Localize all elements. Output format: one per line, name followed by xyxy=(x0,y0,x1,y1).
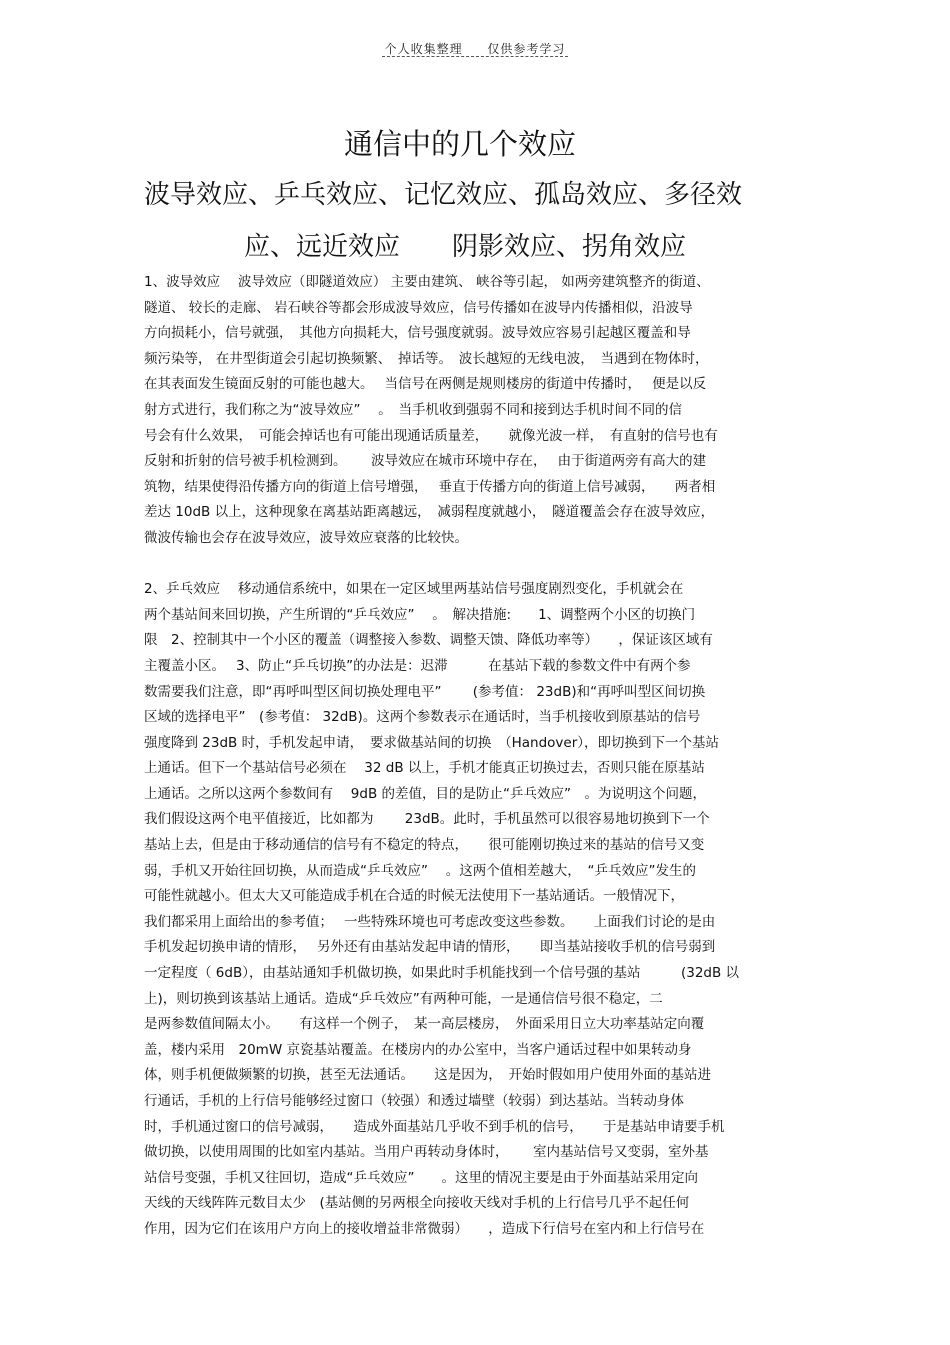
paragraph-line: 站信号变强，手机又往回切，造成“乒乓效应” 。这里的情况主要是由于外面基站采用定向 xyxy=(144,1169,698,1186)
paragraph-line: 2、乒乓效应 移动通信系统中，如果在一定区域里两基站信号强度剧烈变化，手机就会在 xyxy=(144,581,684,598)
paragraph-line: 盖，楼内采用 20mW 京瓷基站覆盖。在楼房内的办公室中，当客户通话过程中如果转动身 xyxy=(144,1041,692,1058)
paragraph-line: 筑物，结果使得沿传播方向的街道上信号增强， 垂直于传播方向的街道上信号减弱， 两者相 xyxy=(144,478,716,495)
paragraph-line: 行通话，手机的上行信号能够经过窗口（较强）和透过墙壁（较弱）到达基站。当转动身体 xyxy=(144,1093,684,1109)
paragraph-line: 频污染等， 在井型街道会引起切换频繁、 掉话等。 波长越短的无线电波， 当遇到在物体时， xyxy=(144,350,709,367)
paragraph-line: 限 2、控制其中一个小区的覆盖（调整接入参数、调整天馈、降低功率等） ，保证该区域有 xyxy=(144,632,713,649)
header-right-text: 仅供参考学习 xyxy=(487,42,566,56)
paragraph-line: 主覆盖小区。 3、防止“乒乓切换”的办法是：迟滞 在基站下载的参数文件中有两个参 xyxy=(144,657,691,674)
paragraph-line: 我们都采用上面给出的参考值； 一些特殊环境也可考虑改变这些参数。 上面我们讨论的是由 xyxy=(144,913,716,930)
document-body xyxy=(144,270,814,1243)
paragraph-line: 手机发起切换申请的情形， 另外还有由基站发起申请的情形， 即当基站接收手机的信号弱到 xyxy=(144,939,716,956)
paragraph-line: 反射和折射的信号被手机检测到。 波导效应在城市环境中存在， 由于街道两旁有高大的建 xyxy=(144,453,707,470)
subtitle-line-1: 波导效应、乒乓效应、记忆效应、孤岛效应、多径效 xyxy=(144,180,743,210)
paragraph-line: 上)，则切换到该基站上通话。造成“乒乓效应”有两种可能，一是通信信号很不稳定，二 xyxy=(144,990,663,1007)
paragraph-line: 体，则手机便做频繁的切换，甚至无法通话。 这是因为， 开始时假如用户使用外面的基站进 xyxy=(144,1067,711,1084)
section-waveguide-effect xyxy=(144,270,814,552)
subtitle-line-2: 应、远近效应 阴影效应、拐角效应 xyxy=(244,232,687,262)
page-title: 通信中的几个效应 xyxy=(343,127,576,161)
header-left-text: 个人收集整理 xyxy=(384,42,463,56)
paragraph-line: 隧道、 较长的走廊、 岩石峡谷等都会形成波导效应，信号传播如在波导内传播相似，沿波导 xyxy=(144,299,693,316)
paragraph-line: 上通话。之所以这两个参数间有 9dB 的差值，目的是防止“乒乓效应” 。为说明这个问题， xyxy=(144,785,706,802)
paragraph-line: 微波传输也会存在波导效应，波导效应衰落的比较快。 xyxy=(144,529,468,546)
paragraph-line: 两个基站间来回切换，产生所谓的“乒乓效应” 。 解决措施: 1、调整两个小区的切换门 xyxy=(144,606,696,623)
paragraph-line: 方向损耗小，信号就强， 其他方向损耗大，信号强度就弱。波导效应容易引起越区覆盖和导 xyxy=(144,325,691,342)
paragraph-line: 做切换，以使用周围的比如室内基站。当用户再转动身体时， 室内基站信号又变弱，室外基 xyxy=(144,1144,709,1161)
paragraph-line: 时，手机通过窗口的信号减弱， 造成外面基站几乎收不到手机的信号， 于是基站申请要手机 xyxy=(144,1118,725,1135)
paragraph-line: 一定程度（ 6dB），由基站通知手机做切换，如果此时手机能找到一个信号强的基站 (32dB 以 xyxy=(144,965,740,982)
paragraph-line: 区域的选择电平” (参考值： 32dB)。这两个参数表示在通话时，当手机接收到原基站的信号 xyxy=(144,709,701,726)
paragraph-line: 差达 10dB 以上，这种现象在离基站距离越远， 减弱程度就越小， 隧道覆盖会存在波导效应， xyxy=(144,504,715,521)
section-gap xyxy=(144,552,814,578)
paragraph-line: 是两参数值间隔太小。 有这样一个例子， 某一高层楼房， 外面采用日立大功率基站定向覆 xyxy=(144,1016,705,1033)
paragraph-line: 我们假设这两个电平值接近，比如都为 23dB。此时，手机虽然可以很容易地切换到下一个 xyxy=(144,811,710,828)
paragraph-line: 强度降到 23dB 时，手机发起申请， 要求做基站间的切换 （Handover），即切换到下一个基站 xyxy=(144,734,719,751)
paragraph-line: 在其表面发生镜面反射的可能也越大。 当信号在两侧是规则楼房的街道中传播时， 便是以反 xyxy=(144,376,707,393)
page-header xyxy=(0,40,950,57)
paragraph-line: 数需要我们注意，即“再呼叫型区间切换处理电平” (参考值： 23dB)和“再呼叫型区间切换 xyxy=(144,683,706,700)
section-pingpong-effect xyxy=(144,577,814,1242)
paragraph-line: 射方式进行，我们称之为“波导效应” 。 当手机收到强弱不同和接到达手机时间不同的信 xyxy=(144,401,683,418)
paragraph-line: 作用，因为它们在该用户方向上的接收增益非常微弱） ，造成下行信号在室内和上行信号在 xyxy=(144,1220,705,1237)
header-divider xyxy=(382,56,568,57)
paragraph-line: 号会有什么效果， 可能会掉话也有可能出现通话质量差， 就像光波一样， 有直射的信号也有 xyxy=(144,427,718,444)
paragraph-line: 可能性就越小。但太大又可能造成手机在合适的时候无法使用下一基站通话。一般情况下， xyxy=(144,888,684,905)
paragraph-line: 上通话。但下一个基站信号必须在 32 dB 以上，手机才能真正切换过去，否则只能在原基站 xyxy=(144,760,705,777)
paragraph-line: 基站上去，但是由于移动通信的信号有不稳定的特点， 很可能刚切换过来的基站的信号又变 xyxy=(144,837,705,854)
paragraph-line: 弱，手机又开始往回切换，从而造成“乒乓效应” 。这两个值相差越大， “乒乓效应”发生的 xyxy=(144,862,697,879)
paragraph-line: 1、波导效应 波导效应（即隧道效应） 主要由建筑、 峡谷等引起， 如两旁建筑整齐的街道、 xyxy=(144,274,710,290)
paragraph-line: 天线的天线阵阵元数目太少 (基站侧的另两根全向接收天线对手机的上行信号几乎不起任何 xyxy=(144,1195,690,1212)
